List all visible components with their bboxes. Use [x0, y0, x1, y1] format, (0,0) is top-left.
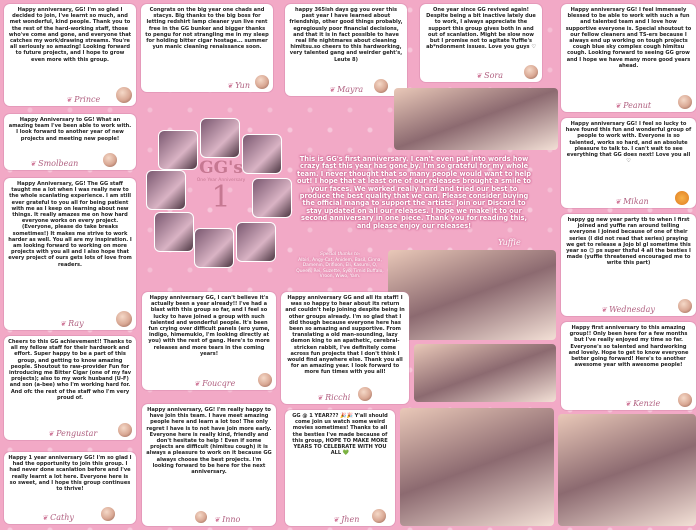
card-wednesday: [561, 214, 696, 316]
card-ricchi: [281, 292, 409, 404]
card-text: GG @ 1 YEAR??? 🎉🎉 Y'all should come join us watch some weird movies sometimes! Thanks to all the besties I've made because of this group, HOPE TO MAKE MORE YEARS TO CELEBRATE WITH YOU ALL 💚: [292, 413, 388, 457]
avatar: [115, 86, 133, 104]
avatar: [257, 372, 273, 388]
card-signature: ❦ Ricchi: [317, 393, 350, 402]
card-pengustar: [4, 336, 136, 440]
card-signature: ❦ Jhen: [333, 515, 359, 524]
card-text: Happy anniversary GG! I feel immensely blessed to be able to work with such a fun and talented team and I love how supportive everyone is. Special shoutout to our fellow cleaners and TS-ers because I always end up working on tough projects cough blue sky complex cough himitsu cough. Looking forward to seeing GG grow and I hope we have many more good years ahead.: [565, 7, 692, 69]
card-signature: ❦ Cathy: [42, 513, 74, 522]
card-text: Happy Anniversary, GG! The GG staff taught me a lot when I was really new to the whole scanlating experience. I am still ever grateful to you all for being patient with me as I keep on learning about new things. It really amazes me on how hard everyone works on every project. (Everyone, please do take breaks sometimes!) It makes me strive to work harder as well. You all are my inspiration. I am looking forward to working on more projects with you all and I also hope that every project of ours gets lots of love from readers.: [8, 181, 132, 268]
card-inno: [142, 404, 276, 526]
manga-art-collage: [388, 250, 556, 340]
logo-title: GG's: [199, 158, 243, 178]
avatar: [100, 506, 116, 522]
logo-subtitle: One Year Anniversary: [196, 178, 246, 183]
card-yun: [141, 4, 273, 92]
card-cathy: [4, 452, 136, 524]
art-thumbnail: [194, 228, 234, 268]
card-signature: ❦ Mayra: [329, 85, 363, 94]
avatar: [102, 152, 118, 168]
manga-art-collage: [414, 344, 556, 402]
card-smolbean: [4, 114, 136, 170]
card-signature: ❦ Mikan: [615, 197, 649, 206]
card-jhen: [285, 410, 395, 526]
card-text: Happy Anniversary to GG! What an amazing team I've been able to work with. I look forward to another year of new projects and meeting new people!: [8, 117, 132, 142]
avatar: [677, 392, 693, 408]
art-thumbnail: [154, 212, 194, 252]
card-peanut: [561, 4, 696, 112]
avatar: [117, 422, 133, 438]
card-ray: [4, 178, 136, 330]
logo-text: [192, 158, 250, 228]
card-text: Happy anniversary, GG! I'm really happy to have join this team. I have meet amazing people here and learn a lot too! The only regret I have is to not have join more early. Everyone here is really kind, friendly and don't hesitate to help ! Even if some projects are difficult (himitsu cough) it is always a pleasure to work on it because GG always choose the best projects. I'm looking forward to be here for the next anniversary.: [146, 407, 272, 476]
manga-art-collage: [394, 88, 558, 150]
art-thumbnail: [236, 222, 276, 262]
avatar: [357, 386, 373, 402]
card-foucqre: [142, 292, 276, 390]
card-signature: ❦ Inno: [214, 515, 240, 524]
anniversary-logo: [150, 118, 290, 266]
card-text: One year since GG revived again! Despite being a bit inactive lately due to work, I always appreciate the support this group gives both in and out of scanlation. Might be slow now but I promise not to agitate Yuffie's ab*ndonment issues. Love you guys ♡: [426, 7, 536, 51]
card-signature: ❦ Pengustar: [48, 429, 97, 438]
card-signature: ❦ Ray: [60, 319, 84, 328]
card-signature: ❦ Peanut: [615, 101, 651, 110]
special-thanks-names: Albiri, Angy-Cat, Anidem, Basil, Cinna, Damenin, Drifloon, Eli, Kasumi, Q, Queen, Rei, Suzette, Syo, Timid Buffalo, Vroon, Wiwo, Yam.: [296, 257, 384, 280]
avatar: [677, 298, 693, 314]
logo-number: 1: [211, 180, 231, 215]
card-text: happy gg new year party tb to when I first joined and yuffie ran around telling everyone I joined because of one of their series (I did not read that series) praying we get to release a Jojo bl gl sometime this year so ☺ ps super thxful 4 all the besties I made (yuffie threatened encouraged me to write this part): [566, 217, 691, 267]
card-text: Happy anniversary GG, I can't believe it's actually been a year already!! I've had a blast with this group so far, and I feel so lucky to have joined a group with such talented and wonderful people. It's been fun crying over difficult panels (ero yume, indigo, himemukio, I'm looking directly at you) with the rest of gang. Here's to more releases and more tears in the coming years!: [148, 295, 270, 357]
card-prince: [4, 4, 136, 106]
avatar: [194, 510, 208, 524]
special-thanks-heading: Special thanks to:: [320, 252, 360, 257]
card-mayra: [285, 4, 407, 96]
card-signature: ❦ Smolbean: [30, 159, 78, 168]
main-message: This is GG's first anniversary. I can't even put into words how crazy fast this year has gone by. I'm so grateful for my whole team. I never thought that so many people would want to help out! I hope that at least one of our releases brought a smile to your faces. We worked really hard and tried our best to produce the best quality that we can. Please consider buying the official manga to support the artists. Join our Discord to stay updated on all our releases. I hope we make it to our second anniversary in one piece. Thank you for reading this, and please enjoy our releases!: [297, 155, 531, 230]
art-thumbnail: [200, 118, 240, 158]
card-signature: ❦ Yun: [227, 81, 250, 90]
manga-art-collage: [400, 408, 554, 526]
avatar: [523, 64, 539, 80]
card-signature: ❦ Prince: [66, 95, 100, 104]
art-thumbnail: [252, 178, 292, 218]
card-text: happy 365ish days gg you over this past year I have learned about friendship, other good things probably, egregiously poor financial decisions, and that it is in fact possible to have real life nightmares about cleaning himitsu.so cheers to this hardworking, very talented gang and weirder geht's, Leute 8): [289, 7, 403, 63]
manga-art-collage: [558, 414, 696, 526]
card-text: Happy 1 year anniversary GG! I'm so glad I had the opportunity to join this group. I had never done scanlation before and I've really learnt a lot here. Everyone here is so sweet, and I hope this group continues to thrive!: [8, 455, 132, 493]
card-text: Cheers to this GG achievement!! Thanks to all my fellow staff for their hardwork and effort. Super happy to be a part of this group, and getting to know amazing people. Shoutout to raw-provider Fun for introducing me Bitter Cigar (one of my fav projects); also to my work husband (U-F) and son (a-bee) who I'm working hard for. And ofc the rest of the staff who I'm very proud of.: [8, 339, 132, 401]
avatar: [674, 190, 690, 206]
avatar: [677, 94, 693, 110]
card-signature: ❦ Kenzie: [625, 399, 660, 408]
card-text: Happy first anniversary to this amazing group!! Only been here for a few months but I've really enjoyed my time so far. Everyone's so talented and hardworking and lovely. Hope to get to know everyone better going forward! Here's to another awesome year with awesome people!: [568, 325, 689, 369]
avatar: [254, 74, 270, 90]
card-text: Happy anniversary, GG! I'm so glad I decided to join, I've learnt so much, and met wonderful, kind people. Thank you to the rest of the hard-working staff, those who've come and gone, and everyone that catches my work/drawing streams. You're all seriously so amazing! Looking forward to future projects, and I hope to grow even more with this group.: [8, 7, 132, 63]
card-signature: ❦ Wednesday: [601, 305, 655, 314]
card-kenzie: [561, 322, 696, 410]
avatar: [115, 310, 133, 328]
card-text: Happy anniversary GG and all its staff! I was so happy to hear about its return and couldn't help joining despite being in other groups already. I'm so glad that I did though because everyone here has been so amazing and supportive. From translating a old man-sounding, lazy demon king to an apathetic, cerebral-stricken rabbit, I've definitely come across fun projects that I don't think I would find anywhere else. Thank you all for an amazing year. I look forward to more fun times with you all!: [285, 295, 405, 376]
art-thumbnail: [146, 170, 186, 210]
card-signature: ❦ Foucqre: [194, 379, 235, 388]
card-mikan: [561, 118, 696, 208]
card-signature: ❦ Sora: [476, 71, 503, 80]
card-text: Congrats on the big year one chads and stacys. Big thanks to the big boss for letting redshirt lamp cleaner yun live rent free in the GG bunker and bigger thanks to pengu for not strangling me in my sleep for holding bitter cigar hostage... summer yun manic cleaning renaissance soon.: [145, 7, 269, 51]
avatar: [373, 78, 389, 94]
card-text: Happy anniversary GG! I feel so lucky to have found this fun and wonderful group of people to work with. Everyone is so talented, works so hard, and an absolute pleasure to talk to. I can't wait to see everything that GG does next! Love you all ♡: [565, 121, 692, 165]
main-signature: Yuffie: [498, 238, 521, 247]
card-sora: [420, 4, 542, 82]
special-thanks: [296, 252, 384, 280]
avatar: [371, 508, 387, 524]
